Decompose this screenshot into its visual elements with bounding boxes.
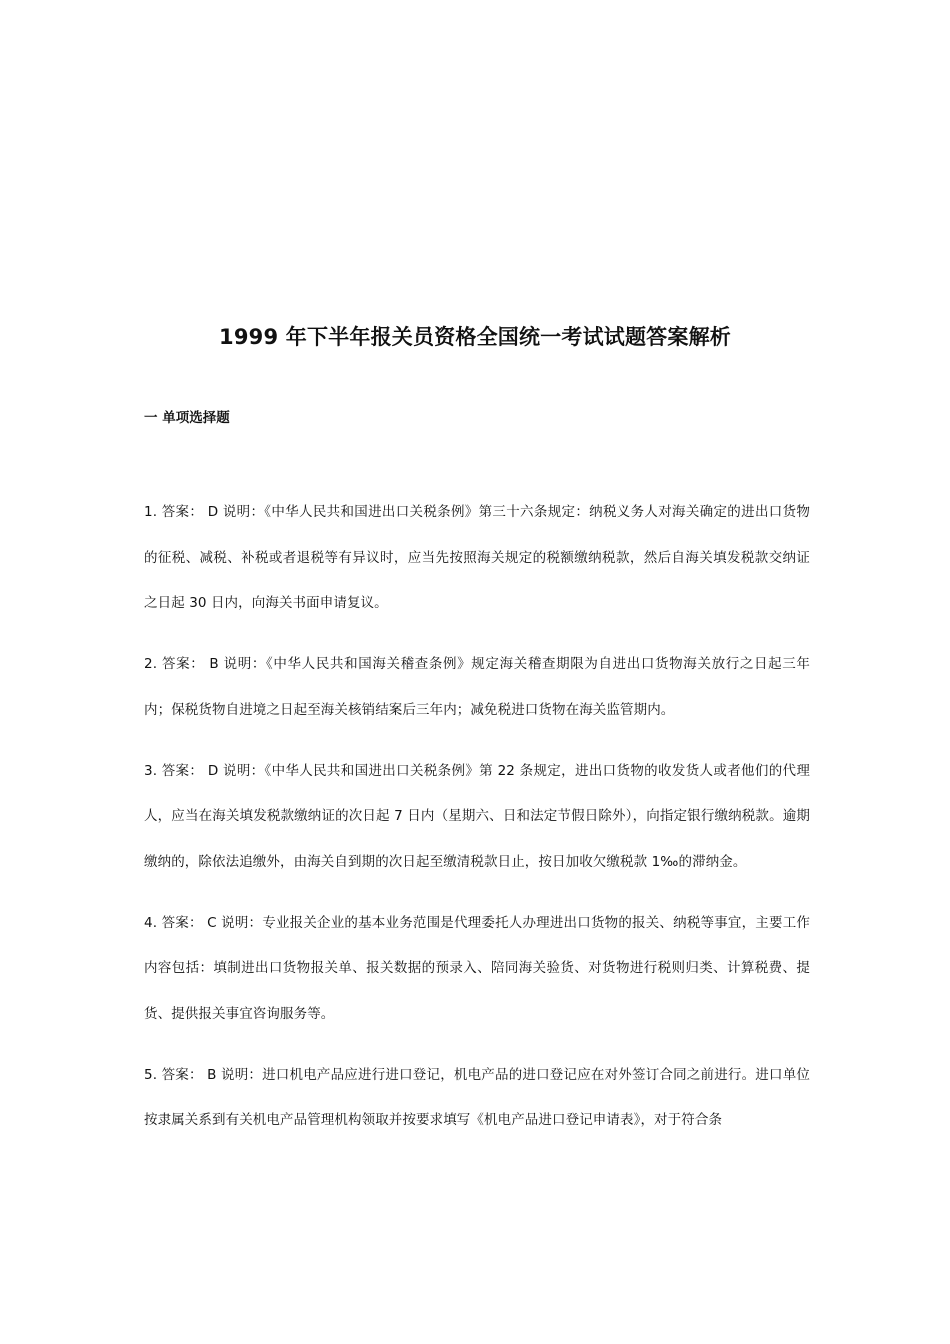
answer-item-3: 3. 答案： D 说明：《中华人民共和国进出口关税条例》第 22 条规定，进出口货物的收发货人或者他们的代理人，应当在海关填发税款缴纳证的次日起 7 日内（星期六、日和法定节假日除外），向指定银行缴纳税款。逾期缴纳的，除依法追缴外，由海关自到期的次日起至缴清税款日止，按日加收欠缴税款 1‰的滞纳金。 <box>144 762 810 870</box>
answer-item-4: 4. 答案： C 说明：专业报关企业的基本业务范围是代理委托人办理进出口货物的报关、纳税等事宜，主要工作内容包括：填制进出口货物报关单、报关数据的预录入、陪同海关验货、对货物进行税则归类、计算税费、提货、提供报关事宜咨询服务等。 <box>144 914 810 1022</box>
answer-item-2: 2. 答案： B 说明：《中华人民共和国海关稽查条例》规定海关稽查期限为自进出口货物海关放行之日起三年内；保税货物自进境之日起至海关核销结案后三年内；减免税进口货物在海关监管期内。 <box>144 656 810 718</box>
section-heading: 一 单项选择题 <box>144 410 230 426</box>
answer-list <box>144 490 810 1144</box>
answer-item-1: 1. 答案： D 说明：《中华人民共和国进出口关税条例》第三十六条规定：纳税义务人对海关确定的进出口货物的征税、减税、补税或者退税等有异议时，应当先按照海关规定的税额缴纳税款，然后自海关填发税款交纳证之日起 30 日内，向海关书面申请复议。 <box>144 504 810 611</box>
page-title: 1999 年下半年报关员资格全国统一考试试题答案解析 <box>219 325 731 349</box>
answer-item-5: 5. 答案： B 说明：进口机电产品应进行进口登记，机电产品的进口登记应在对外签订合同之前进行。进口单位按隶属关系到有关机电产品管理机构领取并按要求填写《机电产品进口登记申请表》，对于符合条 <box>144 1066 810 1128</box>
